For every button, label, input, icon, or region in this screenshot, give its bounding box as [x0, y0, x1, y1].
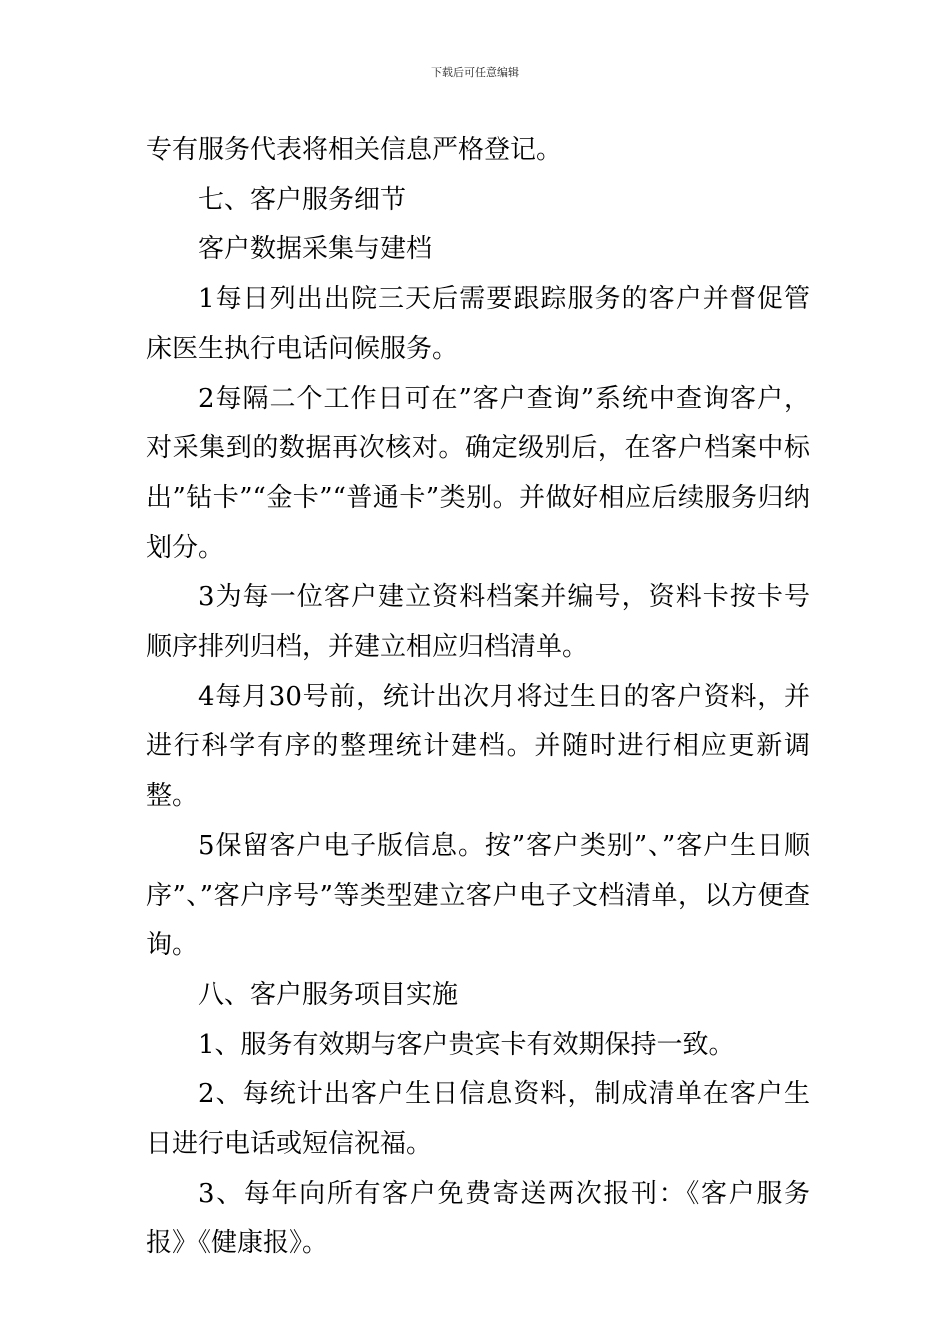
page-header: 下载后可任意编辑 — [431, 66, 519, 79]
paragraph-item-2: 2每隔二个工作日可在”客户查询”系统中查询客户，对采集到的数据再次核对。确定级别后，在客户档案中标出”钻卡”“金卡”“普通卡”类别。并做好相应后续服务归纳划分。 — [146, 383, 810, 563]
section-heading-project-implementation: 八、客户服务项目实施 — [198, 979, 459, 1010]
paragraph-service-validity: 1、服务有效期与客户贵宾卡有效期保持一致。 — [198, 1029, 735, 1060]
paragraph-item-1: 1每日列出出院三天后需要跟踪服务的客户并督促管床医生执行电话问候服务。 — [146, 284, 810, 364]
paragraph-item-3: 3为每一位客户建立资料档案并编号，资料卡按卡号顺序排列归档，并建立相应归档清单。 — [146, 582, 810, 663]
paragraph-item-5: 5保留客户电子版信息。按”客户类别”、”客户生日顺序”、”客户序号”等类型建立客户电子文档清单，以方便查询。 — [146, 830, 810, 961]
paragraph-newspaper-mailing: 3、每年向所有客户免费寄送两次报刊：《客户服务报》《健康报》。 — [146, 1178, 810, 1259]
section-heading-service-details: 七、客户服务细节 — [198, 184, 407, 215]
paragraph-item-4: 4每月30号前，统计出次月将过生日的客户资料，并进行科学有序的整理统计建档。并随时进行相应更新调整。 — [146, 681, 810, 812]
paragraph-birthday-greetings: 2、每统计出客户生日信息资料，制成清单在客户生日进行电话或短信祝福。 — [146, 1079, 810, 1160]
paragraph-registration-note: 专有服务代表将相关信息严格登记。 — [146, 135, 563, 165]
subheading-data-collection: 客户数据采集与建档 — [198, 234, 433, 265]
document-body — [146, 126, 810, 1269]
